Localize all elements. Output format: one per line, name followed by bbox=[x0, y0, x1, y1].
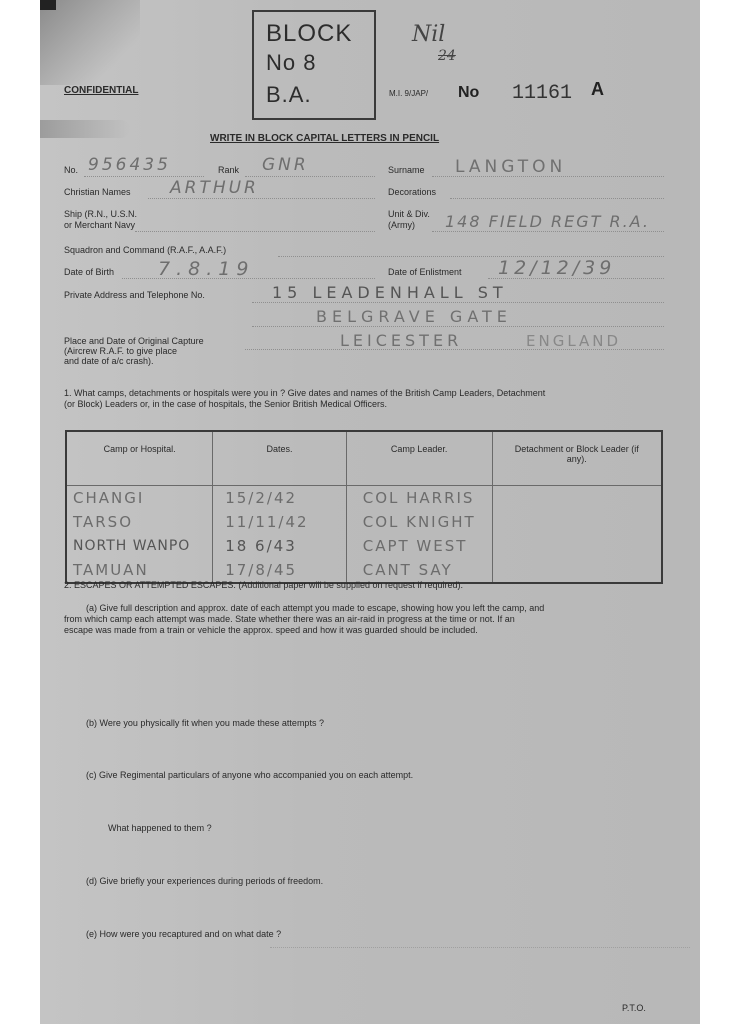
unit-line bbox=[432, 231, 664, 232]
leader-cell: COL HARRIS bbox=[346, 486, 492, 511]
christian-names-line bbox=[148, 198, 375, 199]
dates-cell: 11/11/42 bbox=[213, 510, 347, 534]
enlistment-label: Date of Enlistment bbox=[388, 267, 462, 277]
address-country: ENGLAND bbox=[526, 332, 622, 350]
service-number-line bbox=[84, 176, 204, 177]
paper-tear bbox=[40, 120, 130, 138]
question-2a-line-1: (a) Give full description and approx. date of each attempt you made to escape, showing how you left the camp, and bbox=[86, 603, 545, 613]
detachment-cell bbox=[492, 558, 662, 583]
question-2b: (b) Were you physically fit when you made these attempts ? bbox=[86, 718, 324, 728]
header-camp: Camp or Hospital. bbox=[66, 431, 213, 486]
rank-value: GNR bbox=[262, 155, 309, 175]
nil-annotation-number: 24 bbox=[438, 48, 456, 64]
address-line-1: 15 LEADENHALL ST bbox=[272, 283, 508, 302]
question-2c: (c) Give Regimental particulars of anyone who accompanied you on each attempt. bbox=[86, 770, 414, 780]
dob-value: 7.8.19 bbox=[158, 258, 255, 280]
question-2e: (e) How were you recaptured and on what date ? bbox=[86, 929, 282, 939]
nil-annotation: Nil bbox=[412, 22, 446, 47]
header-dates: Dates. bbox=[213, 431, 347, 486]
capture-label-2: (Aircrew R.A.F. to give place bbox=[64, 346, 178, 356]
address-label: Private Address and Telephone No. bbox=[64, 290, 205, 300]
service-number-label: No. bbox=[64, 165, 79, 175]
camps-table bbox=[65, 430, 663, 584]
question-1-text-2: (or Block) Leaders or, in the case of hospitals, the Senior British Medical Officers. bbox=[64, 399, 387, 409]
serial-number: 11161 bbox=[512, 82, 573, 105]
leader-cell: CAPT WEST bbox=[346, 534, 492, 558]
camp-cell: NORTH WANPO bbox=[66, 534, 213, 558]
dob-label: Date of Birth bbox=[64, 267, 115, 277]
decorations-line bbox=[450, 198, 664, 199]
camp-cell: CHANGI bbox=[66, 486, 213, 511]
detachment-cell bbox=[492, 534, 662, 558]
pencil-instruction: WRITE IN BLOCK CAPITAL LETTERS IN PENCIL bbox=[210, 133, 440, 144]
christian-names-value: ARTHUR bbox=[170, 178, 259, 198]
folded-corner bbox=[40, 0, 140, 85]
enlistment-value: 12/12/39 bbox=[498, 257, 616, 279]
camp-cell: TAMUAN bbox=[66, 558, 213, 583]
block-stamp bbox=[252, 10, 376, 120]
header-leader: Camp Leader. bbox=[346, 431, 492, 486]
question-2c-followup: What happened to them ? bbox=[108, 823, 212, 833]
christian-names-label: Christian Names bbox=[64, 187, 131, 197]
question-2-heading: 2. ESCAPES OR ATTEMPTED ESCAPES. (Additional paper will be supplied on request if required). bbox=[64, 580, 464, 590]
table-row bbox=[66, 486, 662, 511]
surname-label: Surname bbox=[388, 165, 425, 175]
leader-cell: COL KNIGHT bbox=[346, 510, 492, 534]
dates-cell: 15/2/42 bbox=[213, 486, 347, 511]
surname-value: LANGTON bbox=[455, 157, 567, 177]
capture-label-3: and date of a/c crash). bbox=[64, 356, 154, 366]
rank-label: Rank bbox=[218, 165, 240, 175]
question-2a-line-3: escape was made from a train or vehicle the approx. speed and how it was guarded should be included. bbox=[64, 625, 478, 635]
form-reference: M.I. 9/JAP/ bbox=[389, 89, 429, 98]
table-row bbox=[66, 510, 662, 534]
serial-suffix: A bbox=[591, 79, 604, 99]
leader-cell: CANT SAY bbox=[346, 558, 492, 583]
service-number-value: 956435 bbox=[88, 155, 171, 175]
address-line-2: BELGRAVE GATE bbox=[316, 307, 512, 326]
stamp-line-2: No 8 bbox=[266, 50, 317, 75]
corner-shadow bbox=[40, 0, 56, 10]
pto-label: P.T.O. bbox=[622, 1003, 646, 1013]
question-2d: (d) Give briefly your experiences during periods of freedom. bbox=[86, 876, 324, 886]
question-2a-line-2: from which camp each attempt was made. State whether there was an air-raid in progress at the time or not. If an bbox=[64, 614, 515, 624]
address-line-2-rule bbox=[252, 326, 664, 327]
stamp-line-3: B.A. bbox=[266, 82, 312, 107]
ship-label-1: Ship (R.N., U.S.N. bbox=[64, 209, 138, 219]
capture-label-1: Place and Date of Original Capture bbox=[64, 336, 204, 346]
unit-label-2: (Army) bbox=[388, 220, 415, 230]
ship-label-2: or Merchant Navy bbox=[64, 220, 136, 230]
camps-table-header bbox=[66, 431, 662, 486]
faint-bleed-line bbox=[270, 947, 690, 948]
dates-cell: 17/8/45 bbox=[213, 558, 347, 583]
unit-value: 148 FIELD REGT R.A. bbox=[445, 212, 650, 231]
unit-label-1: Unit & Div. bbox=[388, 209, 430, 219]
dates-cell: 18 6/43 bbox=[213, 534, 347, 558]
stamp-line-1: BLOCK bbox=[266, 20, 353, 47]
camp-cell: TARSO bbox=[66, 510, 213, 534]
address-city: LEICESTER bbox=[340, 331, 463, 350]
detachment-cell bbox=[492, 486, 662, 511]
ship-line bbox=[135, 231, 375, 232]
squadron-label: Squadron and Command (R.A.F., A.A.F.) bbox=[64, 245, 227, 255]
rank-line bbox=[245, 176, 375, 177]
detachment-cell bbox=[492, 510, 662, 534]
decorations-label: Decorations bbox=[388, 187, 437, 197]
confidential-label: CONFIDENTIAL bbox=[64, 85, 139, 96]
table-row bbox=[66, 534, 662, 558]
form-page bbox=[40, 0, 700, 1024]
number-label: No bbox=[458, 84, 480, 101]
address-line-1-rule bbox=[252, 302, 664, 303]
header-detachment: Detachment or Block Leader (if any). bbox=[492, 431, 662, 486]
question-1-text-1: 1. What camps, detachments or hospitals were you in ? Give dates and names of the British Camp Leaders, Detachment bbox=[64, 388, 546, 398]
